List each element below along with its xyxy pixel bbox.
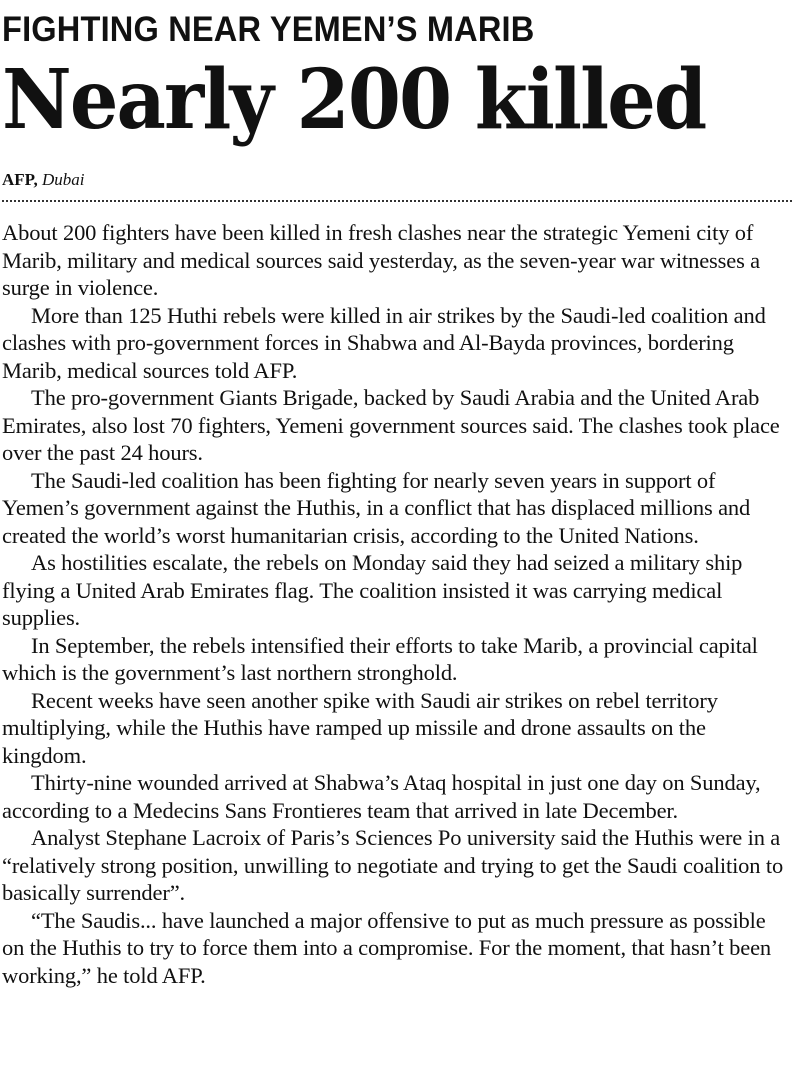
- article-paragraph: About 200 fighters have been killed in fresh clashes near the strategic Yemeni city of Marib, military and medical sources said yesterday, as the seven-year war witnesses a surge in violence.: [2, 220, 761, 300]
- article-kicker: FIGHTING NEAR YEMEN’S MARIB: [2, 10, 535, 49]
- article-paragraph: In September, the rebels intensified their efforts to take Marib, a provincial capital which is the government’s last northern stronghold.: [2, 632, 758, 685]
- article-paragraph: Thirty-nine wounded arrived at Shabwa’s Ataq hospital in just one day on Sunday, according to a Medecins Sans Frontieres team that arrived in late December.: [2, 770, 761, 823]
- article-paragraph: Recent weeks have seen another spike with Saudi air strikes on rebel territory multiplying, while the Huthis have ramped up missile and drone assaults on the kingdom.: [2, 687, 718, 768]
- article-body: [2, 219, 789, 989]
- article-byline: [2, 170, 789, 190]
- news-article: [0, 12, 793, 1078]
- byline-dateline: Dubai: [42, 170, 85, 189]
- dotted-divider: [2, 200, 792, 202]
- byline-agency: AFP,: [2, 170, 38, 189]
- article-paragraph: Analyst Stephane Lacroix of Paris’s Sciences Po university said the Huthis were in a “relatively strong position, unwilling to negotiate and trying to get the Saudi coalition to basically surrender”.: [2, 825, 784, 905]
- article-paragraph: More than 125 Huthi rebels were killed in air strikes by the Saudi-led coalition and clashes with pro-government forces in Shabwa and Al-Bayda provinces, bordering Marib, medical sources told AFP.: [2, 302, 766, 383]
- article-paragraph: The pro-government Giants Brigade, backed by Saudi Arabia and the United Arab Emirates, also lost 70 fighters, Yemeni government sources said. The clashes took place over the past 24 hours.: [2, 385, 780, 465]
- article-paragraph: As hostilities escalate, the rebels on Monday said they had seized a military ship flying a United Arab Emirates flag. The coalition insisted it was carrying medical supplies.: [2, 550, 743, 630]
- article-paragraph: “The Saudis... have launched a major offensive to put as much pressure as possible on the Huthis to try to force them into a compromise. For the moment, that hasn’t been working,” he told AFP.: [2, 907, 772, 988]
- article-paragraph: The Saudi-led coalition has been fighting for nearly seven years in support of Yemen’s government against the Huthis, in a conflict that has displaced millions and created the world’s worst humanitarian crisis, according to the United Nations.: [2, 467, 751, 548]
- article-headline: Nearly 200 killed: [2, 52, 706, 148]
